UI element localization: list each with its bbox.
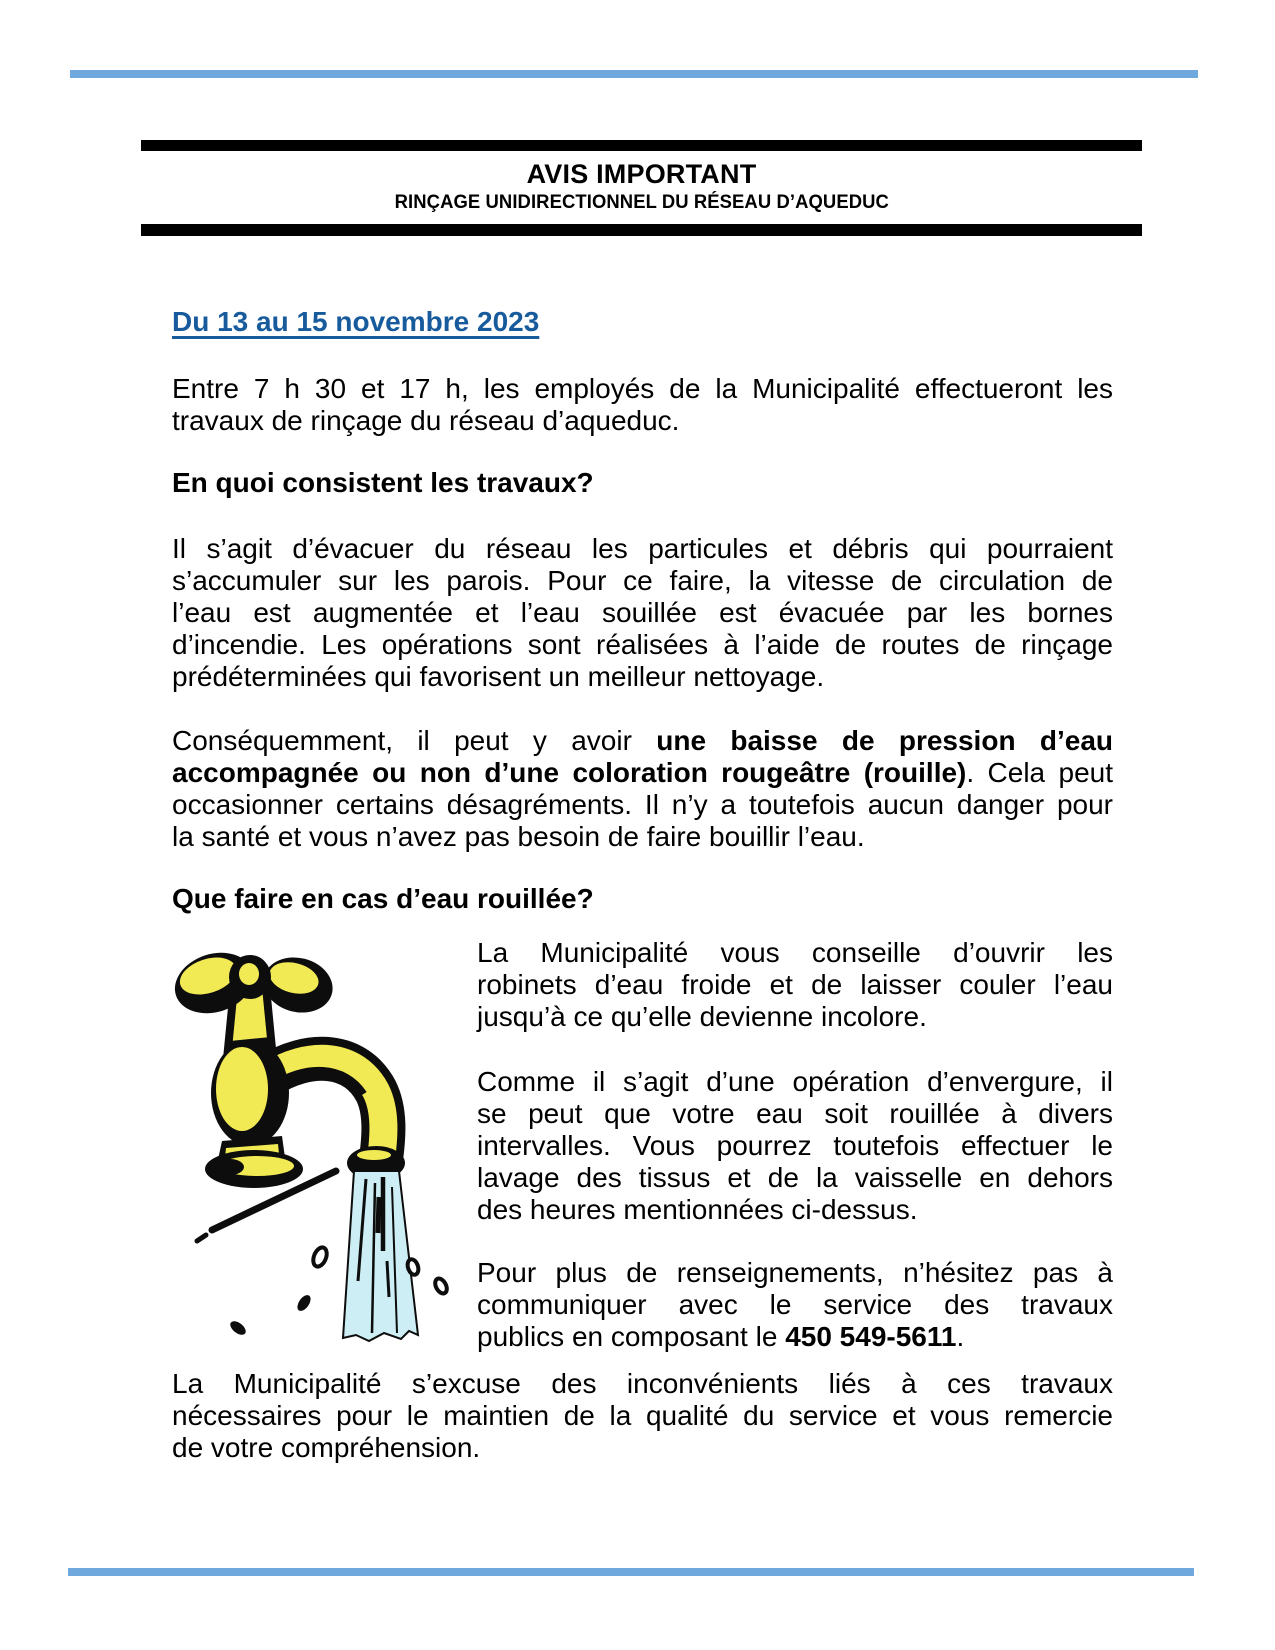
phone-number: 450 549-5611 (785, 1321, 957, 1352)
water-droplet (228, 1319, 248, 1338)
faucet-water-clipart (170, 945, 450, 1355)
water-droplet (433, 1277, 449, 1296)
text-line: jusqu’à ce qu’elle devienne incolore. (477, 1001, 927, 1032)
text-line: d’incendie. Les opérations sont réalisées à l’aide de routes de rinçage (172, 629, 1113, 660)
apology-paragraph (172, 1368, 1113, 1464)
text-line: accompagnée ou non d’une coloration rougeâtre (rouille). Cela peut (172, 757, 1114, 788)
header-bar-bottom (141, 224, 1142, 236)
text-line: Entre 7 h 30 et 17 h, les employés de la Municipalité effectueront les (172, 373, 1113, 404)
text-line: Pour plus de renseignements, n’hésitez pas à (477, 1257, 1113, 1288)
text-line: des heures mentionnées ci-dessus. (477, 1194, 918, 1225)
pressure-warning-paragraph (172, 725, 1113, 853)
water-droplet (295, 1293, 314, 1313)
text-line: La Municipalité s’excuse des inconvénients liés à ces travaux (172, 1368, 1113, 1399)
water-droplet (311, 1245, 330, 1268)
faucet-body-group (170, 945, 405, 1188)
bold-warning-text: une baisse de pression d’eau (656, 725, 1114, 756)
notice-title: AVIS IMPORTANT (526, 159, 757, 189)
text-line: Il s’agit d’évacuer du réseau les particules et débris qui pourraient (172, 533, 1113, 564)
bottom-accent-rule (68, 1568, 1194, 1576)
text-line: lavage des tissus et de la vaisselle en dehors (477, 1162, 1113, 1193)
bold-warning-text: accompagnée ou non d’une coloration rougeâtre (rouille) (172, 757, 967, 788)
top-accent-rule (70, 70, 1198, 78)
text-line: robinets d’eau froide et de laisser couler l’eau (477, 969, 1113, 1000)
text-line: Conséquemment, il peut y avoir une baisse de pression d’eau (172, 725, 1114, 756)
intro-paragraph (172, 373, 1113, 437)
text-line: occasionner certains désagréments. Il n’y a toutefois aucun danger pour (172, 789, 1113, 820)
text-line: s’accumuler sur les parois. Pour ce faire, la vitesse de circulation de (172, 565, 1113, 596)
text-line: la santé et vous n’avez pas besoin de faire bouillir l’eau. (172, 821, 865, 852)
advice-paragraph (477, 937, 1113, 1033)
text-line: intervalles. Vous pourrez toutefois effectuer le (477, 1130, 1113, 1161)
rusty-water-section-heading: Que faire en cas d’eau rouillée? (172, 883, 594, 914)
text-line: prédéterminées qui favorisent un meilleur nettoyage. (172, 661, 825, 692)
water-stream (343, 1171, 418, 1341)
text-line: travaux de rinçage du réseau d’aqueduc. (172, 405, 680, 436)
text-line: publics en composant le 450 549-5611. (477, 1321, 965, 1352)
text-line: La Municipalité vous conseille d’ouvrir les (477, 937, 1113, 968)
date-heading: Du 13 au 15 novembre 2023 (172, 306, 540, 337)
works-section-heading: En quoi consistent les travaux? (172, 467, 594, 498)
faucet-base (205, 1150, 303, 1188)
header-bar-top (141, 140, 1142, 151)
text-line: communiquer avec le service des travaux (477, 1289, 1113, 1320)
header-box (141, 140, 1142, 236)
text-line: de votre compréhension. (172, 1432, 481, 1463)
text-line: se peut que votre eau soit rouillée à divers (477, 1098, 1113, 1129)
text-line: Comme il s’agit d’une opération d’envergure, il (477, 1066, 1113, 1097)
faucet-barrel (211, 1040, 289, 1169)
works-paragraph (172, 533, 1113, 693)
contact-paragraph (477, 1257, 1113, 1353)
text-line: l’eau est augmentée et l’eau souillée est évacuée par les bornes (172, 597, 1113, 628)
operation-paragraph (477, 1066, 1113, 1226)
notice-subtitle: RINÇAGE UNIDIRECTIONNEL DU RÉSEAU D’AQUEDUC (394, 192, 889, 213)
text-line: nécessaires pour le maintien de la qualité du service et vous remercie (172, 1400, 1113, 1431)
